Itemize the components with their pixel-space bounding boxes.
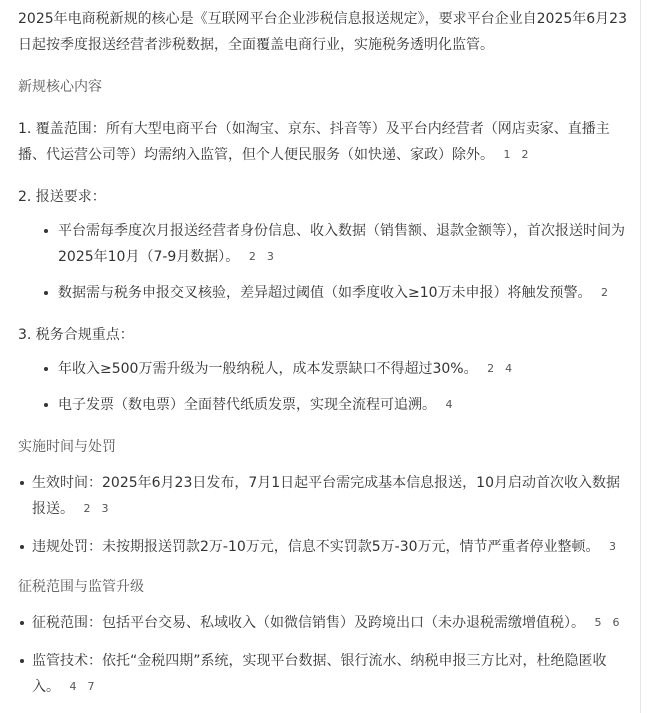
citation-link[interactable]: 1 [503,148,511,161]
citation-group [64,679,100,695]
bullet-dot [20,545,24,549]
core-item-3-heading: 3. 税务合规重点： [18,327,134,343]
bullet-dot [44,403,48,407]
bullet-text: 年收入≥500万需升级为一般纳税人，成本发票缺口不得超过30%。 [58,361,478,377]
intro-paragraph: 2025年电商税新规的核心是《互联网平台企业涉税信息报送规定》，要求平台企业自2025年6月23日起按季度报送经营者涉税数据，全面覆盖电商行业，实施税务透明化监管。 [18,11,627,53]
bullet-item [18,534,632,560]
citation-link[interactable]: 4 [505,362,513,375]
bullet-dot [44,367,48,371]
citation-link[interactable]: 2 [248,250,256,263]
bullet-dot [44,229,48,233]
citation-group [482,361,518,377]
bullet-text: 生效时间：2025年6月23日发布，7月1日起平台需完成基本信息报送，10月启动首次收入数据报送。 [32,475,620,517]
bullet-item [18,356,632,382]
citation-group [604,539,622,555]
citation-link[interactable]: 3 [266,250,274,263]
citation-link[interactable]: 4 [69,680,77,693]
citation-group [78,501,114,517]
bullet-item [18,648,632,700]
bullet-text: 征税范围：包括平台交易、私域收入（如微信销售）及跨境出口（未办退税需缴增值税）。 [32,615,585,631]
bullet-dot [20,481,24,485]
citation-link[interactable]: 2 [521,148,529,161]
citation-link[interactable]: 3 [609,540,617,553]
section-title-core: 新规核心内容 [18,79,102,95]
bullet-item [18,392,632,418]
bullet-item [18,610,632,636]
bullet-item [18,470,632,522]
bullet-item [18,218,632,270]
citation-group [498,147,534,163]
bullet-text: 电子发票（数电票）全面替代纸质发票，实现全流程可追溯。 [58,397,436,413]
citation-group [596,285,614,301]
bullet-dot [20,659,24,663]
article [18,6,632,700]
citation-link[interactable]: 4 [445,398,453,411]
citation-link[interactable]: 2 [601,286,609,299]
citation-link[interactable]: 2 [487,362,495,375]
bullet-text: 平台需每季度次月报送经营者身份信息、收入数据（销售额、退款金额等），首次报送时间为2025年10月（7-9月数据）。 [58,223,625,265]
section-title-scope: 征税范围与监管升级 [18,579,144,595]
bullet-dot [44,291,48,295]
citation-group [243,249,279,265]
section-title-timeline: 实施时间与处罚 [18,439,116,455]
bullet-text: 监管技术：依托“金税四期”系统，实现平台数据、银行流水、纳税申报三方比对，杜绝隐匿收入。 [32,653,607,695]
citation-link[interactable]: 2 [83,502,91,515]
core-item-1-text: 所有大型电商平台（如淘宝、京东、抖音等）及平台内经营者（网店卖家、直播主播、代运营公司等）均需纳入监管，但个人便民服务（如快递、家政）除外。 [18,121,610,163]
citation-link[interactable]: 3 [101,502,109,515]
bullet-item [18,280,632,306]
bullet-text: 违规处罚：未按期报送罚款2万-10万元，信息不实罚款5万-30万元，情节严重者停业整顿。 [32,539,600,555]
citation-link[interactable]: 6 [612,616,620,629]
citation-group [589,615,625,631]
citation-link[interactable]: 7 [87,680,95,693]
core-item-2-heading: 2. 报送要求： [18,189,106,205]
citation-group [440,397,458,413]
citation-link[interactable]: 5 [594,616,602,629]
core-item-1 [18,116,632,168]
bullet-text: 数据需与税务申报交叉核验，差异超过阈值（如季度收入≥10万未申报）将触发预警。 [58,285,592,301]
core-item-1-heading: 1. 覆盖范围： [18,121,106,137]
right-divider [640,0,641,713]
bullet-dot [20,621,24,625]
